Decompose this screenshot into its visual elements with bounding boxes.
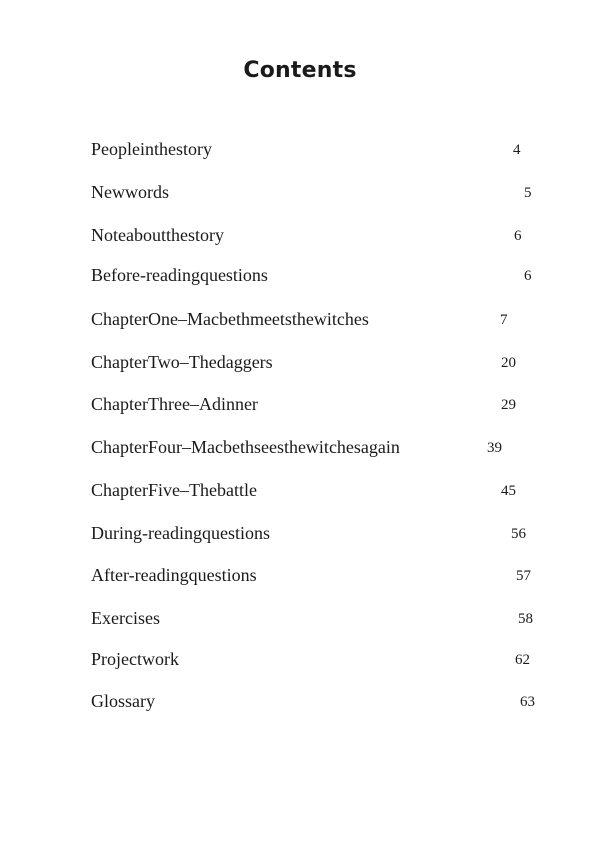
toc-entry-page-number: 56: [511, 526, 526, 542]
toc-entry-page-number: 6: [524, 268, 532, 284]
toc-entry-page-number: 39: [487, 440, 502, 456]
toc-entry-page-number: 7: [500, 312, 508, 328]
toc-entry-label: Projectwork: [91, 649, 179, 669]
toc-entry-page-number: 6: [514, 228, 522, 244]
toc-entry-page-number: 29: [501, 397, 516, 413]
toc-entry-label: ChapterFour–Macbethseesthewitchesagain: [91, 437, 400, 457]
page-title: Contents: [243, 58, 357, 83]
toc-entry-label: ChapterFive–Thebattle: [91, 480, 257, 500]
toc-entry-label: Exercises: [91, 608, 160, 628]
toc-entry-page-number: 58: [518, 611, 533, 627]
toc-entry-page-number: 62: [515, 652, 530, 668]
toc-entry-label: Newwords: [91, 182, 169, 202]
toc-entry-page-number: 57: [516, 568, 531, 584]
toc-entry-label: Peopleinthestory: [91, 139, 212, 159]
toc-entry-page-number: 4: [513, 142, 521, 158]
toc-entry-page-number: 63: [520, 694, 535, 710]
toc-entry-label: Glossary: [91, 691, 155, 711]
toc-entry-label: ChapterTwo–Thedaggers: [91, 352, 273, 372]
toc-entry-label: Before-readingquestions: [91, 265, 268, 285]
toc-entry-label: During-readingquestions: [91, 523, 270, 543]
toc-entry-label: ChapterThree–Adinner: [91, 394, 258, 414]
toc-entry-page-number: 5: [524, 185, 532, 201]
toc-entry-label: After-readingquestions: [91, 565, 257, 585]
toc-entry-label: ChapterOne–Macbethmeetsthewitches: [91, 309, 369, 329]
toc-entry-label: Noteaboutthestory: [91, 225, 224, 245]
toc-entry-page-number: 20: [501, 355, 516, 371]
toc-entry-page-number: 45: [501, 483, 516, 499]
